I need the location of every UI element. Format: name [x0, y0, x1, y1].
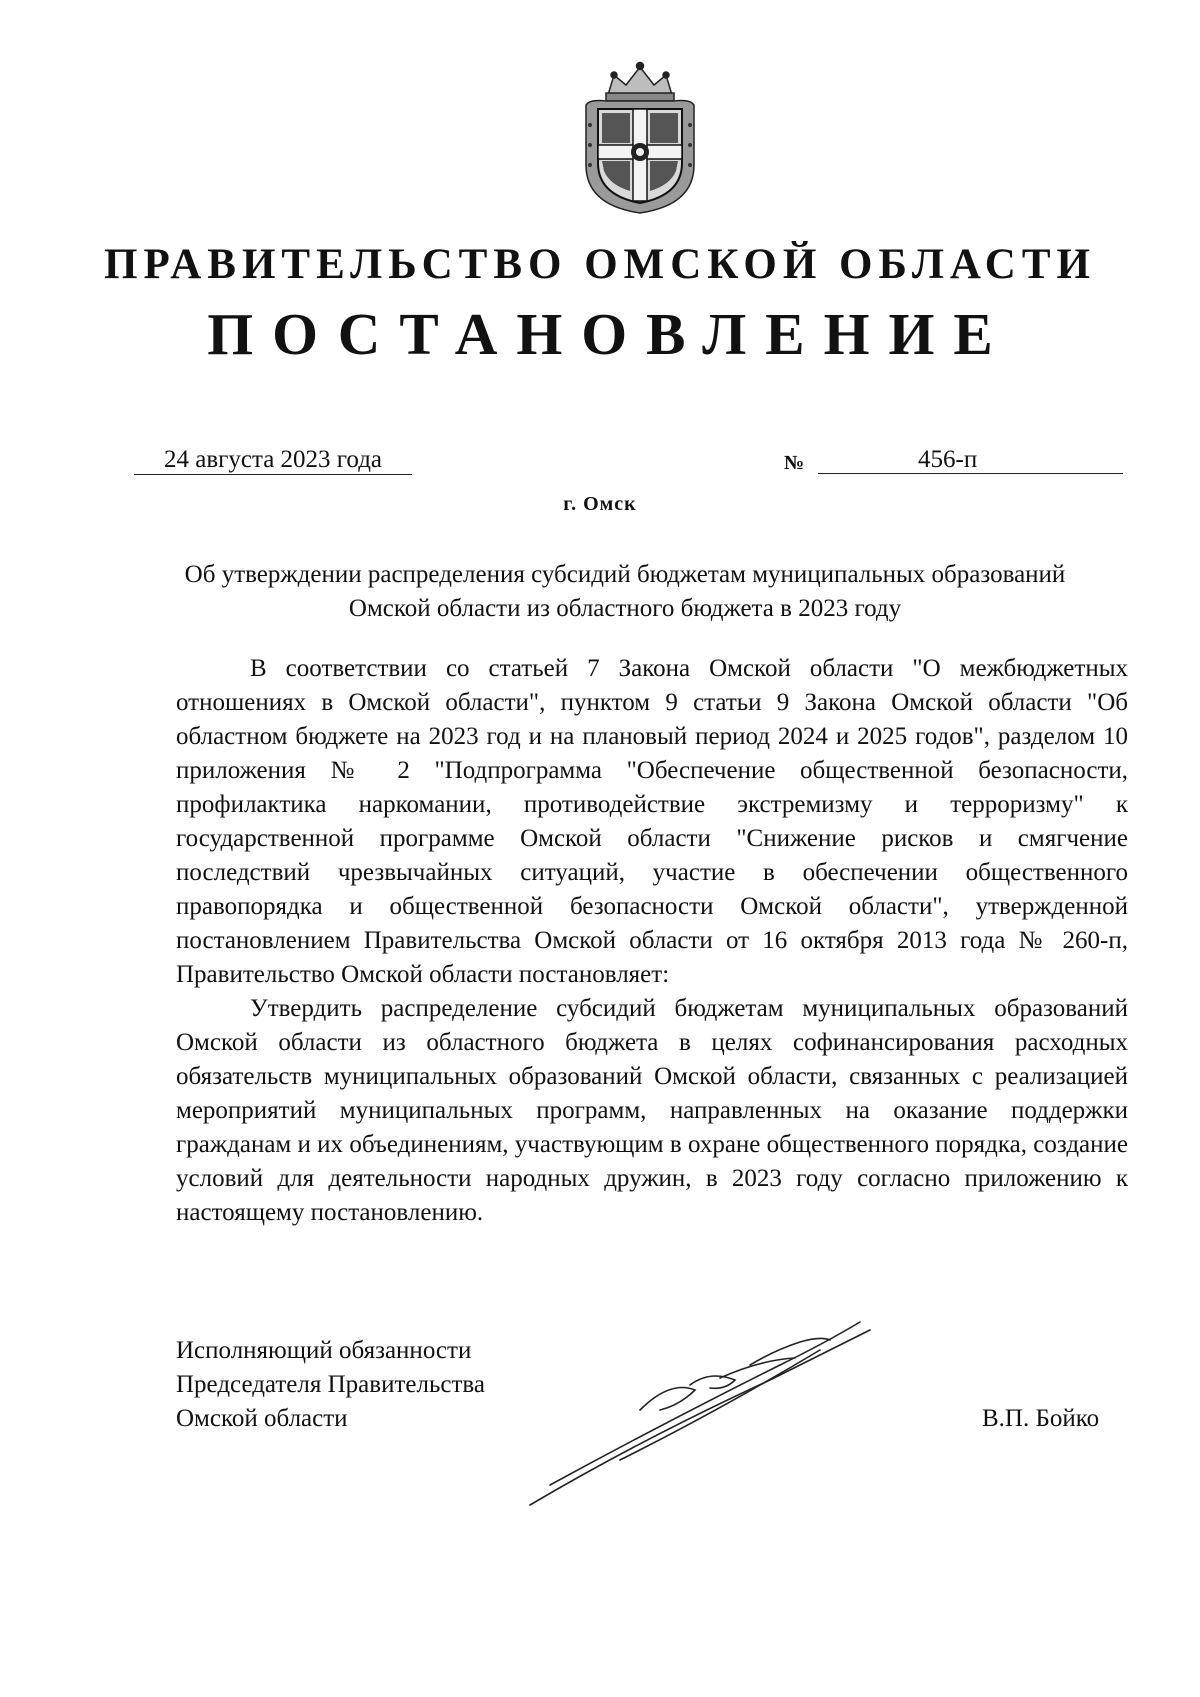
number-sign: №	[784, 452, 805, 474]
body-paragraph: Утвердить распределение субсидий бюджетам муниципальных образований Омской области из областного бюджета в целях софинансирования расходных обязательств муниципальных образований Омской области, связанных с реализацией мероприятий муниципальных программ, направленных на оказание поддержки гражданам и их объединениям, участвующим в охране общественного порядка, создание условий для деятельности народных дружин, в 2023 году согласно приложению к настоящему постановлению.	[176, 995, 1128, 1226]
signatory-position-line: Председателя Правительства	[176, 1371, 485, 1398]
signature-icon	[520, 1310, 880, 1510]
signatory-position	[176, 1334, 485, 1436]
coat-of-arms-icon	[570, 55, 710, 215]
government-title: ПРАВИТЕЛЬСТВО ОМСКОЙ ОБЛАСТИ	[104, 241, 1096, 288]
document-body	[176, 652, 1128, 1230]
signatory-name: В.П. Бойко	[982, 1405, 1100, 1432]
city-label: г. Омск	[563, 493, 637, 515]
document-subject: Об утверждении распределения субсидий бюджетам муниципальных образований Омской области из областного бюджета в 2023 году	[184, 561, 1066, 622]
signatory-position-line: Омской области	[176, 1405, 348, 1432]
document-type-title: ПОСТАНОВЛЕНИЕ	[207, 301, 1012, 367]
signatory-position-line: Исполняющий обязанности	[176, 1337, 472, 1364]
body-paragraph: В соответствии со статьей 7 Закона Омской области "О межбюджетных отношениях в Омской области", пунктом 9 статьи 9 Закона Омской области "Об областном бюджете на 2023 год и на плановый период 2024 и 2025 годов", разделом 10 приложения № 2 "Подпрограмма "Обеспечение общественной безопасности, профилактика наркомании, противодействие экстремизму и терроризму" к государственной программе Омской области "Снижение рисков и смягчение последствий чрезвычайных ситуаций, участие в обеспечении общественного правопорядка и общественной безопасности Омской области", утвержденной постановлением Правительства Омской области от 16 октября 2013 года № 260-п, Правительство Омской области постановляет:	[176, 655, 1128, 988]
document-date: 24 августа 2023 года	[134, 446, 412, 475]
document-number: 456-п	[818, 446, 1123, 474]
